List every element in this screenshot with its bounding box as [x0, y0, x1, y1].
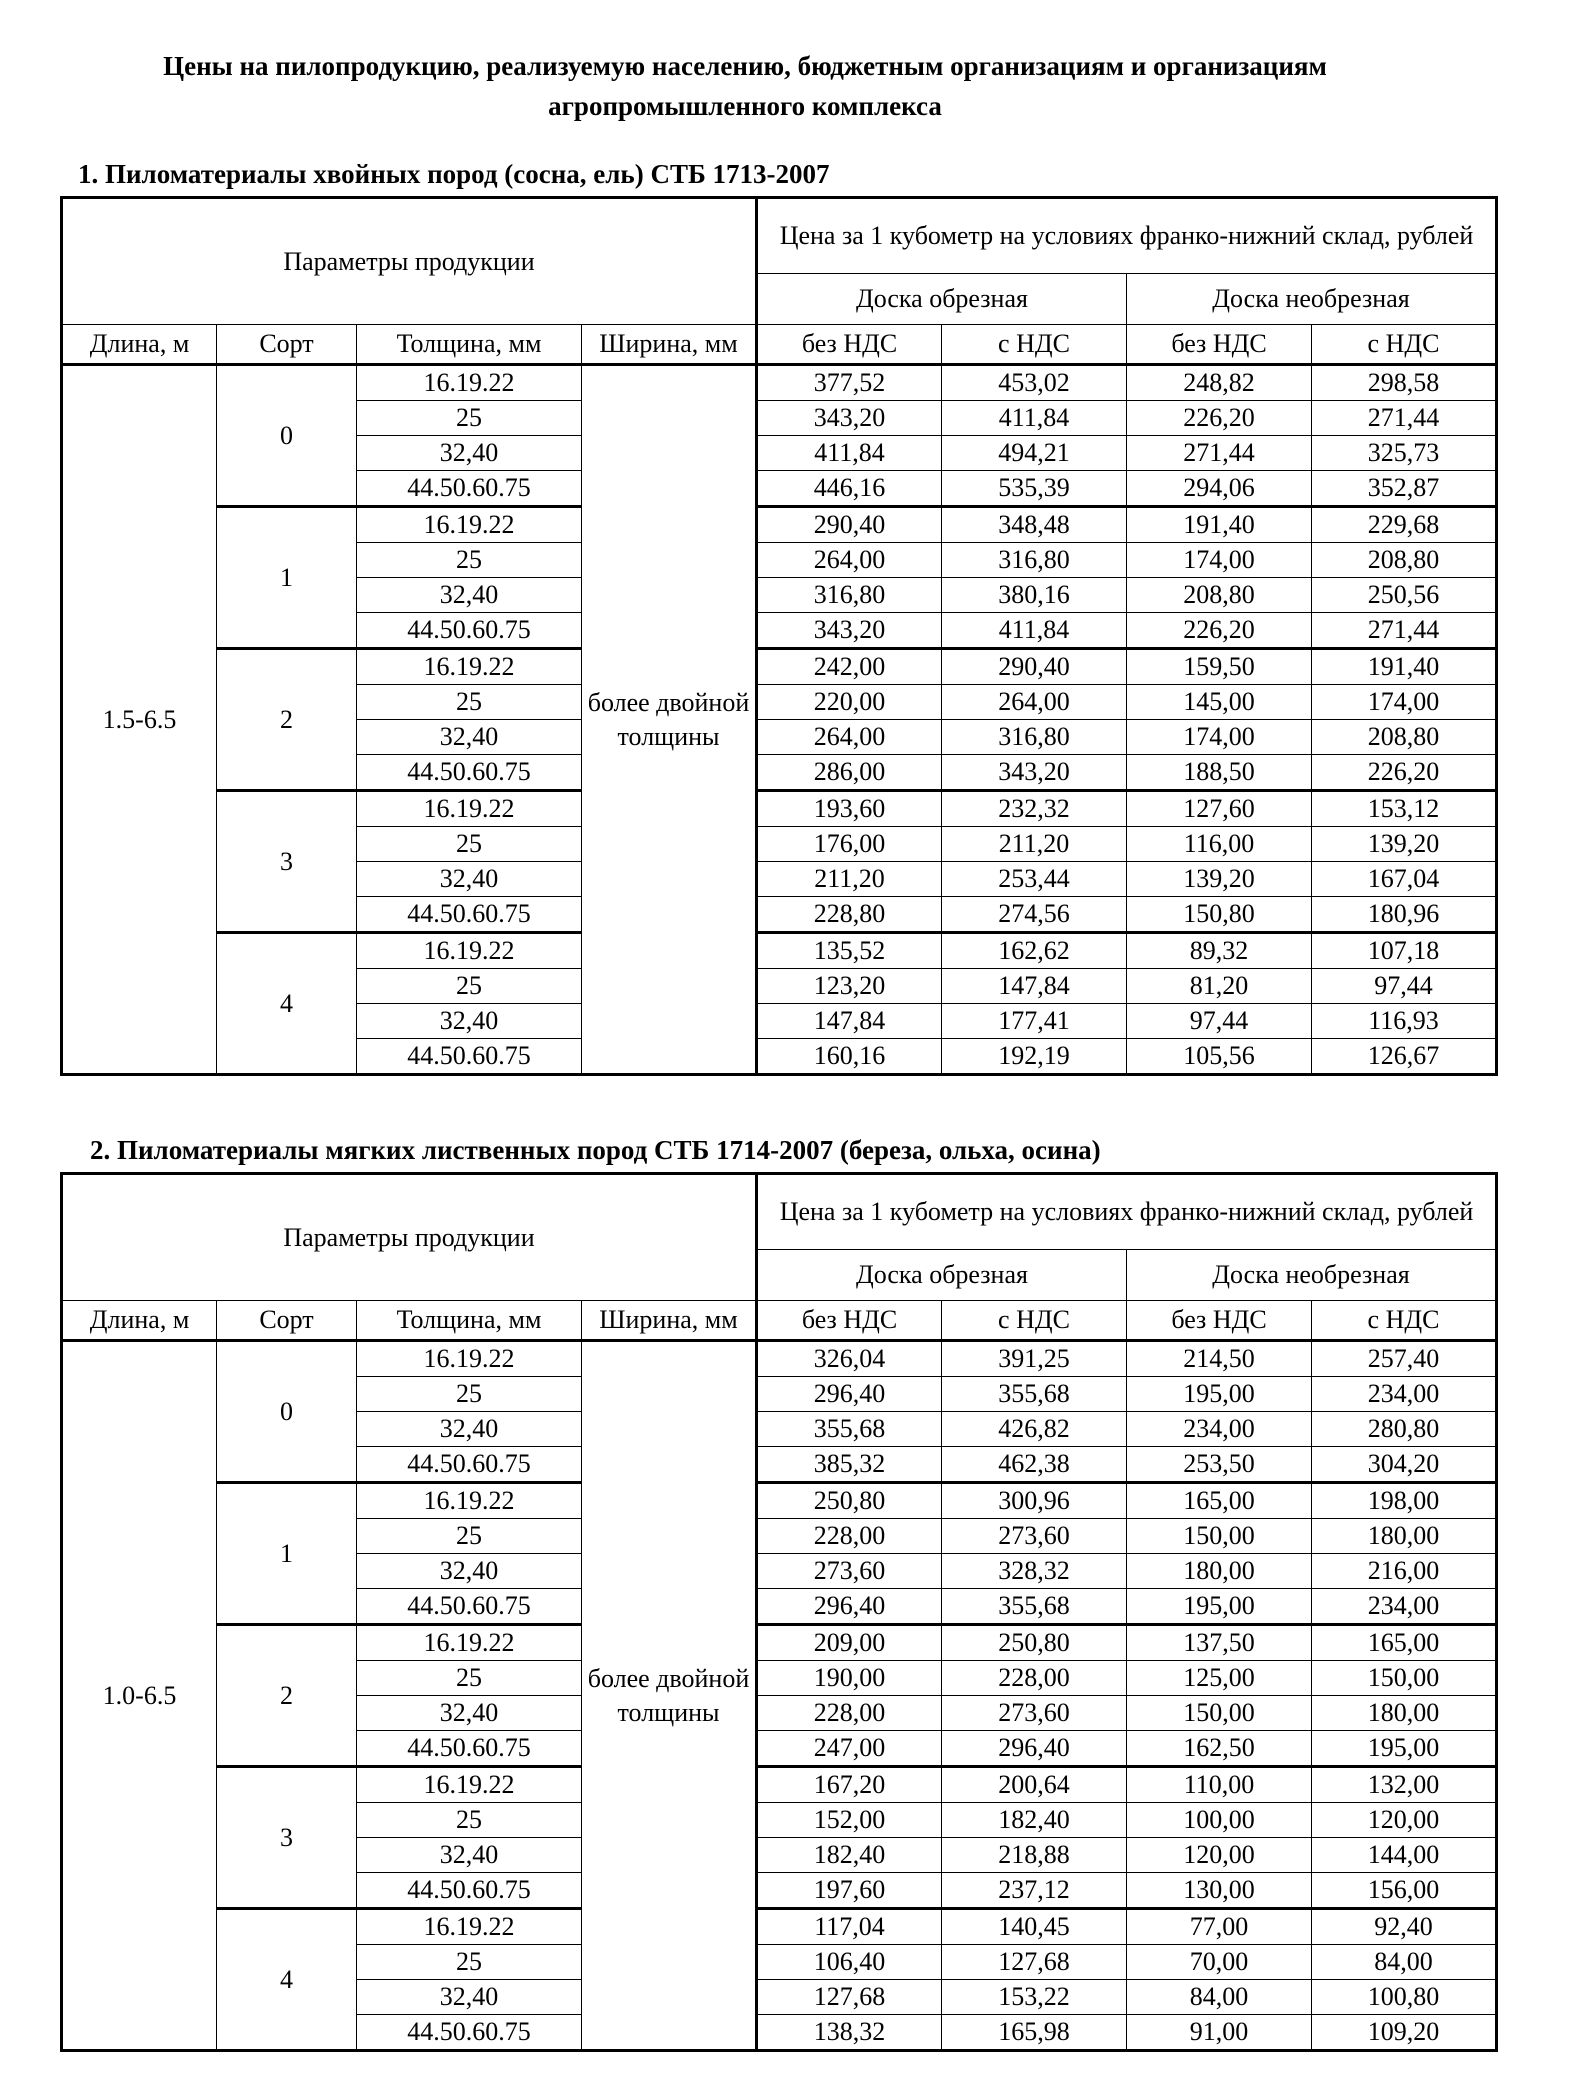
price-cell: 125,00 [1127, 1661, 1312, 1696]
price-cell: 343,20 [757, 613, 942, 649]
price-cell: 138,32 [757, 2015, 942, 2051]
grade-cell: 2 [217, 649, 357, 791]
price-cell: 296,40 [757, 1589, 942, 1625]
thickness-cell: 25 [357, 1803, 582, 1838]
grade-cell: 4 [217, 933, 357, 1075]
price-cell: 271,44 [1312, 401, 1497, 436]
price-cell: 127,68 [942, 1945, 1127, 1980]
price-cell: 150,00 [1127, 1519, 1312, 1554]
price-cell: 355,68 [942, 1589, 1127, 1625]
unedged-no-vat-header: без НДС [1127, 1301, 1312, 1341]
price-cell: 316,80 [942, 543, 1127, 578]
header-row [62, 1174, 1497, 1250]
price-cell: 152,00 [757, 1803, 942, 1838]
price-cell: 343,20 [942, 755, 1127, 791]
price-cell: 100,00 [1127, 1803, 1312, 1838]
price-cell: 107,18 [1312, 933, 1497, 969]
thickness-cell: 32,40 [357, 1696, 582, 1731]
thickness-cell: 25 [357, 1377, 582, 1412]
price-cell: 326,04 [757, 1341, 942, 1377]
price-cell: 242,00 [757, 649, 942, 685]
price-cell: 316,80 [942, 720, 1127, 755]
price-cell: 193,60 [757, 791, 942, 827]
price-cell: 192,19 [942, 1039, 1127, 1075]
price-cell: 248,82 [1127, 365, 1312, 401]
price-cell: 226,20 [1127, 613, 1312, 649]
price-cell: 220,00 [757, 685, 942, 720]
price-cell: 234,00 [1312, 1589, 1497, 1625]
thickness-cell: 16.19.22 [357, 365, 582, 401]
params-header: Параметры продукции [62, 1174, 757, 1301]
thickness-cell: 32,40 [357, 862, 582, 897]
price-cell: 228,00 [757, 1519, 942, 1554]
price-cell: 195,00 [1312, 1731, 1497, 1767]
unedged-no-vat-header: без НДС [1127, 325, 1312, 365]
table-row [62, 933, 1497, 969]
unedged-board-header: Доска необрезная [1127, 1250, 1497, 1301]
thickness-cell: 32,40 [357, 1980, 582, 2015]
grade-cell: 1 [217, 507, 357, 649]
grade-cell: 1 [217, 1483, 357, 1625]
price-cell: 377,52 [757, 365, 942, 401]
price-cell: 298,58 [1312, 365, 1497, 401]
price-cell: 91,00 [1127, 2015, 1312, 2051]
thickness-cell: 16.19.22 [357, 1767, 582, 1803]
thickness-cell: 44.50.60.75 [357, 1589, 582, 1625]
thickness-cell: 16.19.22 [357, 649, 582, 685]
price-cell: 137,50 [1127, 1625, 1312, 1661]
price-cell: 348,48 [942, 507, 1127, 543]
width-column-header: Ширина, мм [582, 325, 757, 365]
price-cell: 296,40 [942, 1731, 1127, 1767]
price-cell: 218,88 [942, 1838, 1127, 1873]
thickness-cell: 16.19.22 [357, 933, 582, 969]
price-cell: 411,84 [942, 613, 1127, 649]
thickness-cell: 16.19.22 [357, 791, 582, 827]
price-cell: 247,00 [757, 1731, 942, 1767]
price-cell: 116,00 [1127, 827, 1312, 862]
price-cell: 453,02 [942, 365, 1127, 401]
length-cell: 1.0-6.5 [62, 1341, 217, 2051]
price-cell: 105,56 [1127, 1039, 1312, 1075]
price-cell: 197,60 [757, 1873, 942, 1909]
price-cell: 176,00 [757, 827, 942, 862]
column-header-row [62, 1301, 1497, 1341]
price-cell: 182,40 [942, 1803, 1127, 1838]
price-cell: 139,20 [1127, 862, 1312, 897]
price-cell: 109,20 [1312, 2015, 1497, 2051]
price-cell: 167,04 [1312, 862, 1497, 897]
thickness-cell: 25 [357, 401, 582, 436]
price-cell: 120,00 [1312, 1803, 1497, 1838]
thickness-cell: 44.50.60.75 [357, 613, 582, 649]
thickness-cell: 16.19.22 [357, 1341, 582, 1377]
price-cell: 208,80 [1312, 543, 1497, 578]
edged-board-header: Доска обрезная [757, 1250, 1127, 1301]
price-cell: 535,39 [942, 471, 1127, 507]
document-title-line-1: Цены на пилопродукцию, реализуемую населению, бюджетным организациям и организациям [163, 51, 1327, 81]
price-cell: 198,00 [1312, 1483, 1497, 1519]
thickness-cell: 25 [357, 969, 582, 1004]
thickness-cell: 25 [357, 1519, 582, 1554]
price-cell: 253,50 [1127, 1447, 1312, 1483]
price-cell: 117,04 [757, 1909, 942, 1945]
table-row [62, 1909, 1497, 1945]
price-cell: 300,96 [942, 1483, 1127, 1519]
price-cell: 123,20 [757, 969, 942, 1004]
thickness-cell: 44.50.60.75 [357, 1447, 582, 1483]
grade-cell: 4 [217, 1909, 357, 2051]
table-row [62, 649, 1497, 685]
width-cell: более двойной толщины [582, 1341, 757, 2051]
price-cell: 180,00 [1312, 1519, 1497, 1554]
document-title-line-2: агропромышленного комплекса [548, 91, 942, 121]
thickness-cell: 44.50.60.75 [357, 1731, 582, 1767]
price-cell: 328,32 [942, 1554, 1127, 1589]
price-cell: 165,00 [1312, 1625, 1497, 1661]
price-cell: 156,00 [1312, 1873, 1497, 1909]
price-cell: 165,00 [1127, 1483, 1312, 1519]
price-cell: 191,40 [1127, 507, 1312, 543]
price-cell: 228,00 [757, 1696, 942, 1731]
edged-vat-header: с НДС [942, 325, 1127, 365]
price-cell: 195,00 [1127, 1589, 1312, 1625]
price-cell: 177,41 [942, 1004, 1127, 1039]
price-cell: 264,00 [757, 720, 942, 755]
length-column-header: Длина, м [62, 325, 217, 365]
section-2-title: 2. Пиломатериалы мягких лиственных пород СТБ 1714-2007 (береза, ольха, осина) [90, 1135, 1101, 1165]
thickness-cell: 16.19.22 [357, 1909, 582, 1945]
price-cell: 352,87 [1312, 471, 1497, 507]
price-cell: 144,00 [1312, 1838, 1497, 1873]
price-cell: 127,60 [1127, 791, 1312, 827]
price-cell: 343,20 [757, 401, 942, 436]
price-cell: 286,00 [757, 755, 942, 791]
price-cell: 250,80 [757, 1483, 942, 1519]
table-row [62, 1341, 1497, 1377]
thickness-cell: 16.19.22 [357, 1483, 582, 1519]
price-cell: 208,80 [1312, 720, 1497, 755]
price-cell: 160,16 [757, 1039, 942, 1075]
price-cell: 296,40 [757, 1377, 942, 1412]
price-cell: 92,40 [1312, 1909, 1497, 1945]
price-cell: 110,00 [1127, 1767, 1312, 1803]
thickness-cell: 16.19.22 [357, 507, 582, 543]
price-cell: 153,22 [942, 1980, 1127, 2015]
price-cell: 116,93 [1312, 1004, 1497, 1039]
price-cell: 130,00 [1127, 1873, 1312, 1909]
price-cell: 228,00 [942, 1661, 1127, 1696]
thickness-cell: 25 [357, 1945, 582, 1980]
thickness-cell: 44.50.60.75 [357, 1873, 582, 1909]
thickness-cell: 44.50.60.75 [357, 2015, 582, 2051]
price-cell: 97,44 [1127, 1004, 1312, 1039]
table-row [62, 1767, 1497, 1803]
price-cell: 77,00 [1127, 1909, 1312, 1945]
column-header-row [62, 325, 1497, 365]
price-cell: 228,80 [757, 897, 942, 933]
price-cell: 150,00 [1127, 1696, 1312, 1731]
thickness-cell: 32,40 [357, 720, 582, 755]
price-cell: 226,20 [1312, 755, 1497, 791]
length-column-header: Длина, м [62, 1301, 217, 1341]
price-cell: 174,00 [1127, 543, 1312, 578]
price-cell: 232,32 [942, 791, 1127, 827]
thickness-cell: 44.50.60.75 [357, 897, 582, 933]
price-cell: 195,00 [1127, 1377, 1312, 1412]
header-row [62, 198, 1497, 274]
length-cell: 1.5-6.5 [62, 365, 217, 1075]
price-cell: 494,21 [942, 436, 1127, 471]
grade-cell: 3 [217, 791, 357, 933]
price-cell: 126,67 [1312, 1039, 1497, 1075]
price-cell: 294,06 [1127, 471, 1312, 507]
price-cell: 208,80 [1127, 578, 1312, 613]
price-cell: 211,20 [942, 827, 1127, 862]
price-table-softwood-deciduous [60, 1172, 1498, 2052]
price-cell: 211,20 [757, 862, 942, 897]
thickness-cell: 25 [357, 1661, 582, 1696]
thickness-cell: 25 [357, 543, 582, 578]
price-caption-header: Цена за 1 кубометр на условиях франко-нижний склад, рублей [757, 198, 1497, 274]
unedged-vat-header: с НДС [1312, 1301, 1497, 1341]
price-cell: 462,38 [942, 1447, 1127, 1483]
price-cell: 391,25 [942, 1341, 1127, 1377]
thickness-column-header: Толщина, мм [357, 325, 582, 365]
table-row [62, 1625, 1497, 1661]
price-cell: 280,80 [1312, 1412, 1497, 1447]
price-cell: 271,44 [1127, 436, 1312, 471]
price-cell: 273,60 [757, 1554, 942, 1589]
price-cell: 264,00 [942, 685, 1127, 720]
price-cell: 304,20 [1312, 1447, 1497, 1483]
table-row [62, 1483, 1497, 1519]
table-row [62, 791, 1497, 827]
price-cell: 84,00 [1127, 1980, 1312, 2015]
price-cell: 174,00 [1127, 720, 1312, 755]
grade-column-header: Сорт [217, 1301, 357, 1341]
section-1-title: 1. Пиломатериалы хвойных пород (сосна, ель) СТБ 1713-2007 [78, 159, 830, 189]
price-cell: 162,62 [942, 933, 1127, 969]
price-cell: 316,80 [757, 578, 942, 613]
price-cell: 84,00 [1312, 1945, 1497, 1980]
price-cell: 147,84 [942, 969, 1127, 1004]
price-cell: 273,60 [942, 1696, 1127, 1731]
price-cell: 411,84 [757, 436, 942, 471]
price-cell: 411,84 [942, 401, 1127, 436]
document-title [60, 46, 1430, 126]
price-cell: 70,00 [1127, 1945, 1312, 1980]
price-cell: 290,40 [757, 507, 942, 543]
price-cell: 100,80 [1312, 1980, 1497, 2015]
thickness-cell: 32,40 [357, 1004, 582, 1039]
unedged-board-header: Доска необрезная [1127, 274, 1497, 325]
price-cell: 190,00 [757, 1661, 942, 1696]
price-cell: 174,00 [1312, 685, 1497, 720]
width-cell: более двойной толщины [582, 365, 757, 1075]
price-cell: 132,00 [1312, 1767, 1497, 1803]
table-row [62, 365, 1497, 401]
edged-vat-header: с НДС [942, 1301, 1127, 1341]
thickness-cell: 44.50.60.75 [357, 755, 582, 791]
width-column-header: Ширина, мм [582, 1301, 757, 1341]
price-cell: 182,40 [757, 1838, 942, 1873]
price-cell: 214,50 [1127, 1341, 1312, 1377]
price-cell: 139,20 [1312, 827, 1497, 862]
grade-cell: 2 [217, 1625, 357, 1767]
price-cell: 325,73 [1312, 436, 1497, 471]
price-cell: 273,60 [942, 1519, 1127, 1554]
price-cell: 229,68 [1312, 507, 1497, 543]
price-cell: 250,80 [942, 1625, 1127, 1661]
price-cell: 150,00 [1312, 1661, 1497, 1696]
thickness-cell: 25 [357, 827, 582, 862]
grade-cell: 3 [217, 1767, 357, 1909]
price-cell: 97,44 [1312, 969, 1497, 1004]
price-cell: 147,84 [757, 1004, 942, 1039]
price-cell: 167,20 [757, 1767, 942, 1803]
price-cell: 89,32 [1127, 933, 1312, 969]
table-row [62, 507, 1497, 543]
price-cell: 216,00 [1312, 1554, 1497, 1589]
price-cell: 191,40 [1312, 649, 1497, 685]
price-cell: 180,96 [1312, 897, 1497, 933]
price-cell: 355,68 [942, 1377, 1127, 1412]
price-cell: 140,45 [942, 1909, 1127, 1945]
price-cell: 150,80 [1127, 897, 1312, 933]
price-cell: 200,64 [942, 1767, 1127, 1803]
thickness-cell: 16.19.22 [357, 1625, 582, 1661]
thickness-cell: 32,40 [357, 1412, 582, 1447]
price-caption-header: Цена за 1 кубометр на условиях франко-нижний склад, рублей [757, 1174, 1497, 1250]
price-cell: 180,00 [1312, 1696, 1497, 1731]
thickness-cell: 32,40 [357, 436, 582, 471]
thickness-cell: 25 [357, 685, 582, 720]
price-cell: 271,44 [1312, 613, 1497, 649]
thickness-cell: 32,40 [357, 1838, 582, 1873]
price-cell: 385,32 [757, 1447, 942, 1483]
price-cell: 234,00 [1127, 1412, 1312, 1447]
price-table-conifer [60, 196, 1498, 1076]
price-cell: 426,82 [942, 1412, 1127, 1447]
price-cell: 355,68 [757, 1412, 942, 1447]
thickness-cell: 32,40 [357, 578, 582, 613]
price-cell: 446,16 [757, 471, 942, 507]
price-cell: 127,68 [757, 1980, 942, 2015]
price-cell: 234,00 [1312, 1377, 1497, 1412]
price-cell: 159,50 [1127, 649, 1312, 685]
price-cell: 180,00 [1127, 1554, 1312, 1589]
grade-cell: 0 [217, 365, 357, 507]
price-cell: 253,44 [942, 862, 1127, 897]
price-cell: 120,00 [1127, 1838, 1312, 1873]
thickness-cell: 32,40 [357, 1554, 582, 1589]
thickness-column-header: Толщина, мм [357, 1301, 582, 1341]
price-cell: 165,98 [942, 2015, 1127, 2051]
price-cell: 188,50 [1127, 755, 1312, 791]
price-cell: 81,20 [1127, 969, 1312, 1004]
unedged-vat-header: с НДС [1312, 325, 1497, 365]
price-cell: 162,50 [1127, 1731, 1312, 1767]
edged-board-header: Доска обрезная [757, 274, 1127, 325]
price-cell: 257,40 [1312, 1341, 1497, 1377]
grade-cell: 0 [217, 1341, 357, 1483]
price-cell: 264,00 [757, 543, 942, 578]
params-header: Параметры продукции [62, 198, 757, 325]
price-cell: 106,40 [757, 1945, 942, 1980]
edged-no-vat-header: без НДС [757, 1301, 942, 1341]
price-cell: 226,20 [1127, 401, 1312, 436]
price-cell: 145,00 [1127, 685, 1312, 720]
edged-no-vat-header: без НДС [757, 325, 942, 365]
price-cell: 237,12 [942, 1873, 1127, 1909]
price-cell: 135,52 [757, 933, 942, 969]
grade-column-header: Сорт [217, 325, 357, 365]
thickness-cell: 44.50.60.75 [357, 471, 582, 507]
price-cell: 380,16 [942, 578, 1127, 613]
thickness-cell: 44.50.60.75 [357, 1039, 582, 1075]
price-cell: 290,40 [942, 649, 1127, 685]
price-cell: 274,56 [942, 897, 1127, 933]
price-cell: 250,56 [1312, 578, 1497, 613]
price-cell: 209,00 [757, 1625, 942, 1661]
price-cell: 153,12 [1312, 791, 1497, 827]
